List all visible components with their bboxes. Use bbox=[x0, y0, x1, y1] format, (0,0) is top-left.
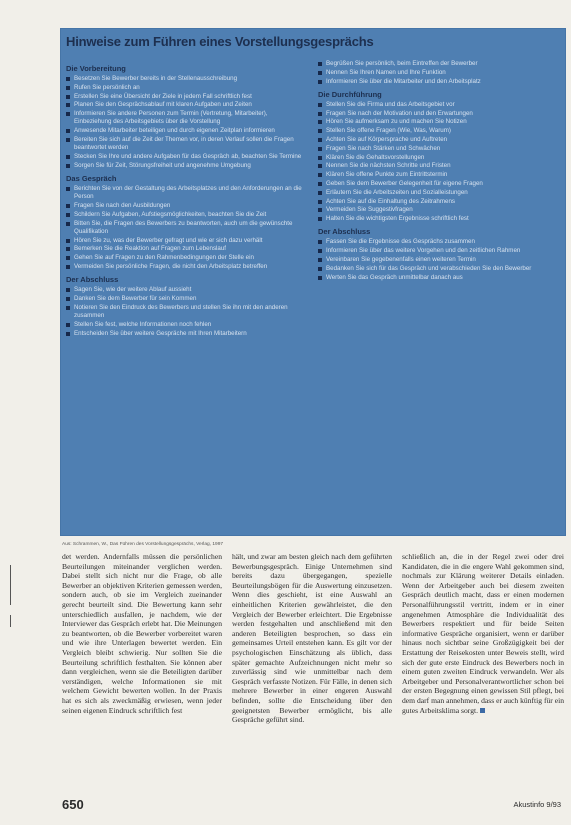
bullet-item bbox=[66, 136, 306, 152]
binding-mark bbox=[10, 615, 11, 627]
bullet-item bbox=[66, 237, 306, 245]
bullet-text: Sorgen Sie für Zeit, Störungsfreiheit und angenehme Umgebung bbox=[74, 161, 251, 169]
square-bullet-icon bbox=[318, 71, 322, 75]
square-bullet-icon bbox=[66, 187, 70, 191]
bullet-item bbox=[66, 220, 306, 236]
square-bullet-icon bbox=[66, 222, 70, 226]
bullet-item bbox=[66, 93, 306, 101]
bullet-item bbox=[318, 154, 558, 162]
square-bullet-icon bbox=[66, 112, 70, 116]
body-paragraph: hält, und zwar am besten gleich nach dem geführten Bewerbungsgespräch. Einige Unternehmen sind bereits dazu übergegangen, spezielle Beurteilungsbögen für die Auswertung einzusetzen. Wenn dies geschieht, ist eine Auswahl an einheitlichen Kriterien gewährleistet, die den Vergleich der Bewerber erleichtert. Die Ergebnisse werden festgehalten und anschließend mit den anderen Beteiligten besprochen, so dass ein gemeinsames Urteil entstehen kann. Es gilt vor der psychologischen Einschätzung als üblich, dass später gemachte Aufzeichnungen nicht mehr so zuverlässig sind wie unmittelbar nach dem Gespräch verfasste Notizen. Für Fälle, in denen sich mehrere Bewerber in einer engeren Auswahl befinden, sollte die Entscheidung über den geeignetsten Bewerber ermöglicht, bis alle Gespräche geführt sind. bbox=[232, 552, 392, 725]
square-bullet-icon bbox=[318, 249, 322, 253]
bullet-item bbox=[66, 295, 306, 303]
info-box bbox=[60, 28, 566, 536]
bullet-item bbox=[66, 286, 306, 294]
body-paragraph: det werden. Andernfalls müssen die persönlichen Beurteilungen miteinander verglichen werden. Dabei stellt sich nicht nur die Frage, ob alle Bewerber an objektiven Kriterien gemessen werden, sondern auch, ob sie im Vergleich zueinander gerecht beurteilt sind. Die Bewertung kann sehr unterschiedlich ausfallen, je nachdem, wie der Interviewer das Gespräch erlebt hat. Die Meinungen zu beantworten, ob die Bewerber vorbereitet waren und wie ihre Unterlagen bewertet werden. Ein Vergleich bleibt schwierig. Nur sollten Sie die Beurteilung schriftlich festhalten. Sie können aber dann vergleichen, wenn sie die Beteiligten darüber verständigen, welche Informationen sie mit welchem Gewicht bewerten wollen. In der Praxis hat es sich als zweckmäßig erwiesen, wenn jeder seinen eigenen Eindruck schriftlich fest bbox=[62, 552, 222, 715]
bullet-item bbox=[66, 321, 306, 329]
square-bullet-icon bbox=[318, 147, 322, 151]
bullet-item bbox=[318, 78, 558, 86]
bullet-text: Informieren Sie über das weitere Vorgehen und den zeitlichen Rahmen bbox=[326, 247, 521, 255]
bullet-text: Danken Sie dem Bewerber für sein Kommen bbox=[74, 294, 197, 302]
square-bullet-icon bbox=[318, 62, 322, 66]
bullet-item bbox=[318, 189, 558, 197]
square-bullet-icon bbox=[318, 120, 322, 124]
bullet-text: Gehen Sie auf Fragen zu den Rahmenbedingungen der Stelle ein bbox=[74, 254, 254, 262]
bullet-item bbox=[318, 256, 558, 264]
bullet-text: Halten Sie die wichtigsten Ergebnisse schriftlich fest bbox=[326, 215, 469, 223]
source-note: Aus: Schrammen, W., Das Führen des Vorstellungsgesprächs, Verlag, 1997 bbox=[62, 542, 224, 547]
bullet-text: Berichten Sie von der Gestaltung des Arbeitsplatzes und den Anforderungen an die Person bbox=[74, 184, 302, 201]
body-column-3 bbox=[402, 552, 564, 715]
square-bullet-icon bbox=[318, 112, 322, 116]
bullet-text: Begrüßen Sie persönlich, beim Eintreffen der Bewerber bbox=[326, 60, 478, 67]
bullet-item bbox=[66, 162, 306, 170]
bullet-text: Hören Sie aufmerksam zu und machen Sie Notizen bbox=[326, 118, 467, 126]
bullet-text: Klären Sie die Gehaltsvorstellungen bbox=[326, 153, 425, 161]
square-bullet-icon bbox=[66, 323, 70, 327]
bullet-text: Bitten Sie, die Fragen des Bewerbers zu beantworten, auch um die gewünschte Qualifikation bbox=[74, 219, 293, 235]
bullet-item bbox=[318, 265, 558, 273]
bullet-text: Sagen Sie, wie der weitere Ablauf aussieht bbox=[74, 286, 192, 294]
bullet-text: Nennen Sie Ihren Namen und Ihre Funktion bbox=[326, 68, 446, 76]
bullet-text: Vermeiden Sie persönliche Fragen, die nicht den Arbeitsplatz betreffen bbox=[74, 262, 268, 270]
square-bullet-icon bbox=[318, 217, 322, 221]
square-bullet-icon bbox=[318, 200, 322, 204]
square-bullet-icon bbox=[318, 129, 322, 133]
bullet-text: Achten Sie auf Körpersprache und Auftreten bbox=[326, 135, 448, 143]
info-box-right-column bbox=[318, 60, 558, 282]
square-bullet-icon bbox=[66, 155, 70, 159]
bullet-list bbox=[318, 60, 558, 86]
square-bullet-icon bbox=[318, 182, 322, 186]
bullet-text: Werten Sie das Gespräch unmittelbar danach aus bbox=[326, 273, 463, 281]
bullet-item bbox=[318, 215, 558, 223]
body-column-2 bbox=[232, 552, 392, 725]
bullet-text: Besetzen Sie Bewerber bereits in der Stellenausschreibung bbox=[74, 75, 238, 82]
bullet-text: Vereinbaren Sie gegebenenfalls einen weiteren Termin bbox=[326, 255, 476, 263]
info-box-left-column bbox=[66, 60, 306, 338]
square-bullet-icon bbox=[318, 156, 322, 160]
bullet-text: Anwesende Mitarbeiter beteiligen und durch eigenen Zeitplan informieren bbox=[74, 127, 275, 135]
square-bullet-icon bbox=[66, 306, 70, 310]
bullet-item bbox=[66, 185, 306, 201]
bullet-item bbox=[318, 101, 558, 109]
bullet-item bbox=[66, 101, 306, 109]
bullet-item bbox=[318, 136, 558, 144]
bullet-text: Informieren Sie über die Mitarbeiter und den Arbeitsplatz bbox=[326, 77, 481, 85]
bullet-item bbox=[318, 69, 558, 77]
bullet-text: Erläutern Sie die Arbeitszeiten und Sozialleistungen bbox=[326, 188, 468, 196]
bullet-item bbox=[318, 127, 558, 135]
bullet-item bbox=[318, 162, 558, 170]
section-heading: Die Durchführung bbox=[318, 89, 382, 99]
bullet-item bbox=[66, 263, 306, 271]
bullet-text: Fragen Sie nach den Ausbildungen bbox=[74, 201, 171, 209]
bullet-text: Notieren Sie den Eindruck des Bewerbers und stellen Sie ihn mit den anderen zusammen bbox=[74, 303, 288, 319]
section-heading: Der Abschluss bbox=[318, 227, 371, 237]
bullet-text: Geben Sie dem Bewerber Gelegenheit für eigene Fragen bbox=[326, 179, 483, 187]
section-heading: Der Abschluss bbox=[66, 275, 119, 285]
bullet-item bbox=[318, 110, 558, 118]
bullet-item bbox=[66, 153, 306, 161]
bullet-text: Planen Sie den Gesprächsablauf mit klaren Aufgaben und Zeiten bbox=[74, 101, 252, 109]
bullet-text: Fragen Sie nach Stärken und Schwächen bbox=[326, 144, 441, 152]
bullet-item bbox=[66, 330, 306, 338]
square-bullet-icon bbox=[318, 258, 322, 262]
end-of-article-icon bbox=[480, 708, 485, 713]
bullet-item bbox=[66, 211, 306, 219]
bullet-text: Fragen Sie nach der Motivation und den Erwartungen bbox=[326, 109, 473, 117]
bullet-text: Stellen Sie die Firma und das Arbeitsgebiet vor bbox=[326, 100, 455, 108]
bullet-list bbox=[66, 286, 306, 338]
bullet-item bbox=[318, 274, 558, 282]
bullet-list bbox=[66, 185, 306, 271]
bullet-text: Achten Sie auf die Einhaltung des Zeitrahmens bbox=[326, 197, 455, 205]
bullet-item bbox=[318, 247, 558, 255]
bullet-item bbox=[66, 245, 306, 253]
bullet-text: Klären Sie offene Punkte zum Eintrittstermin bbox=[326, 171, 448, 179]
bullet-item bbox=[318, 206, 558, 214]
bullet-list bbox=[318, 101, 558, 224]
bullet-item bbox=[318, 238, 558, 246]
section-heading: Das Gespräch bbox=[66, 173, 117, 183]
bullet-text: Rufen Sie persönlich an bbox=[74, 83, 140, 91]
body-column-1 bbox=[62, 552, 222, 715]
bullet-item bbox=[318, 60, 558, 68]
bullet-item bbox=[318, 145, 558, 153]
bullet-item bbox=[66, 202, 306, 210]
bullet-text: Stellen Sie fest, welche Informationen noch fehlen bbox=[74, 320, 212, 328]
bullet-item bbox=[318, 198, 558, 206]
bullet-text: Schildern Sie Aufgaben, Aufstiegsmöglichkeiten, beachten Sie die Zeit bbox=[74, 210, 267, 218]
journal-issue: Akustinfo 9/93 bbox=[513, 800, 561, 809]
bullet-item bbox=[66, 304, 306, 320]
square-bullet-icon bbox=[66, 213, 70, 217]
bullet-text: Entscheiden Sie über weitere Gespräche mit Ihren Mitarbeitern bbox=[74, 329, 247, 337]
bullet-item bbox=[318, 171, 558, 179]
square-bullet-icon bbox=[66, 239, 70, 243]
square-bullet-icon bbox=[66, 86, 70, 90]
square-bullet-icon bbox=[66, 95, 70, 99]
body-paragraph bbox=[402, 552, 564, 715]
bullet-text: Fassen Sie die Ergebnisse des Gesprächs zusammen bbox=[326, 238, 475, 246]
square-bullet-icon bbox=[318, 267, 322, 271]
square-bullet-icon bbox=[66, 164, 70, 168]
info-box-title: Hinweise zum Führen eines Vorstellungsgesprächs bbox=[66, 34, 374, 49]
bullet-item bbox=[66, 84, 306, 92]
bullet-text: Stecken Sie Ihre und andere Aufgaben für das Gespräch ab, beachten Sie Termine bbox=[74, 152, 302, 160]
square-bullet-icon bbox=[66, 138, 70, 142]
bullet-text: Vermeiden Sie Suggestivfragen bbox=[326, 206, 413, 214]
square-bullet-icon bbox=[66, 77, 70, 81]
square-bullet-icon bbox=[318, 173, 322, 177]
square-bullet-icon bbox=[66, 332, 70, 336]
bullet-text: Erstellen Sie eine Übersicht der Ziele in jedem Fall schriftlich fest bbox=[74, 92, 252, 100]
bullet-text: Bemerken Sie die Reaktion auf Fragen zum Lebenslauf bbox=[74, 245, 227, 253]
square-bullet-icon bbox=[318, 240, 322, 244]
square-bullet-icon bbox=[66, 265, 70, 269]
bullet-item bbox=[66, 110, 306, 126]
square-bullet-icon bbox=[66, 204, 70, 208]
bullet-item bbox=[318, 118, 558, 126]
square-bullet-icon bbox=[66, 288, 70, 292]
bullet-text: Informieren Sie andere Personen zum Termin (Vertretung, Mitarbeiter), Einbeziehung des Arbeitsgebiets über die Vorstellung bbox=[74, 110, 268, 126]
square-bullet-icon bbox=[66, 297, 70, 301]
square-bullet-icon bbox=[318, 138, 322, 142]
section-heading: Die Vorbereitung bbox=[66, 64, 126, 73]
bullet-item bbox=[66, 75, 306, 83]
square-bullet-icon bbox=[318, 80, 322, 84]
bullet-text: Nennen Sie die nächsten Schritte und Fristen bbox=[326, 162, 451, 170]
page-number: 650 bbox=[62, 797, 84, 812]
square-bullet-icon bbox=[318, 191, 322, 195]
bullet-list bbox=[318, 238, 558, 281]
bullet-text: Bereiten Sie sich auf die Zeit der Themen vor, in deren Verlauf sollen die Fragen beantwortet werden bbox=[74, 135, 294, 152]
square-bullet-icon bbox=[318, 276, 322, 280]
square-bullet-icon bbox=[318, 208, 322, 212]
bullet-text: Hören Sie zu, was der Bewerber gefragt und wie er sich dazu verhält bbox=[74, 236, 263, 244]
bullet-item bbox=[318, 180, 558, 188]
square-bullet-icon bbox=[318, 103, 322, 107]
square-bullet-icon bbox=[66, 103, 70, 107]
bullet-text: Bedanken Sie sich für das Gespräch und verabschieden Sie den Bewerber bbox=[326, 264, 532, 272]
square-bullet-icon bbox=[66, 247, 70, 251]
square-bullet-icon bbox=[66, 256, 70, 260]
square-bullet-icon bbox=[66, 129, 70, 133]
bullet-text: Stellen Sie offene Fragen (Wie, Was, Warum) bbox=[326, 127, 451, 135]
bullet-list bbox=[66, 75, 306, 170]
bullet-item bbox=[66, 254, 306, 262]
binding-mark bbox=[10, 565, 11, 605]
bullet-item bbox=[66, 127, 306, 135]
body-text: schließlich an, die in der Regel zwei oder drei Kandidaten, die in die engere Wahl gekommen sind, nochmals zur Klärung weiterer Details einladen. Wenn der Arbeitgeber auch bei diesem zweiten Gespräch deutlich macht, dass er einen modernen Personalführungsstil vertritt, indem er in einer angenehmen Atmosphäre die Individualität des Bewerbers respektiert und für beide Seiten informative Gespräche organisiert, wenn er darüber hinaus noch sichtbar seine Großzügigkeit bei der Erstattung der Reisekosten unter Beweis stellt, wird sich der gute erste Eindruck des Bewerbers noch in einem guten zweiten Eindruck verwandeln. Wer als Arbeitgeber und Personalverantwortlicher schon bei der ersten Begegnung einen gewissen Stil pflegt, bei dem darf man annehmen, dass er auch künftig für ein gutes Arbeitsklima sorgt. bbox=[402, 552, 564, 715]
square-bullet-icon bbox=[318, 164, 322, 168]
